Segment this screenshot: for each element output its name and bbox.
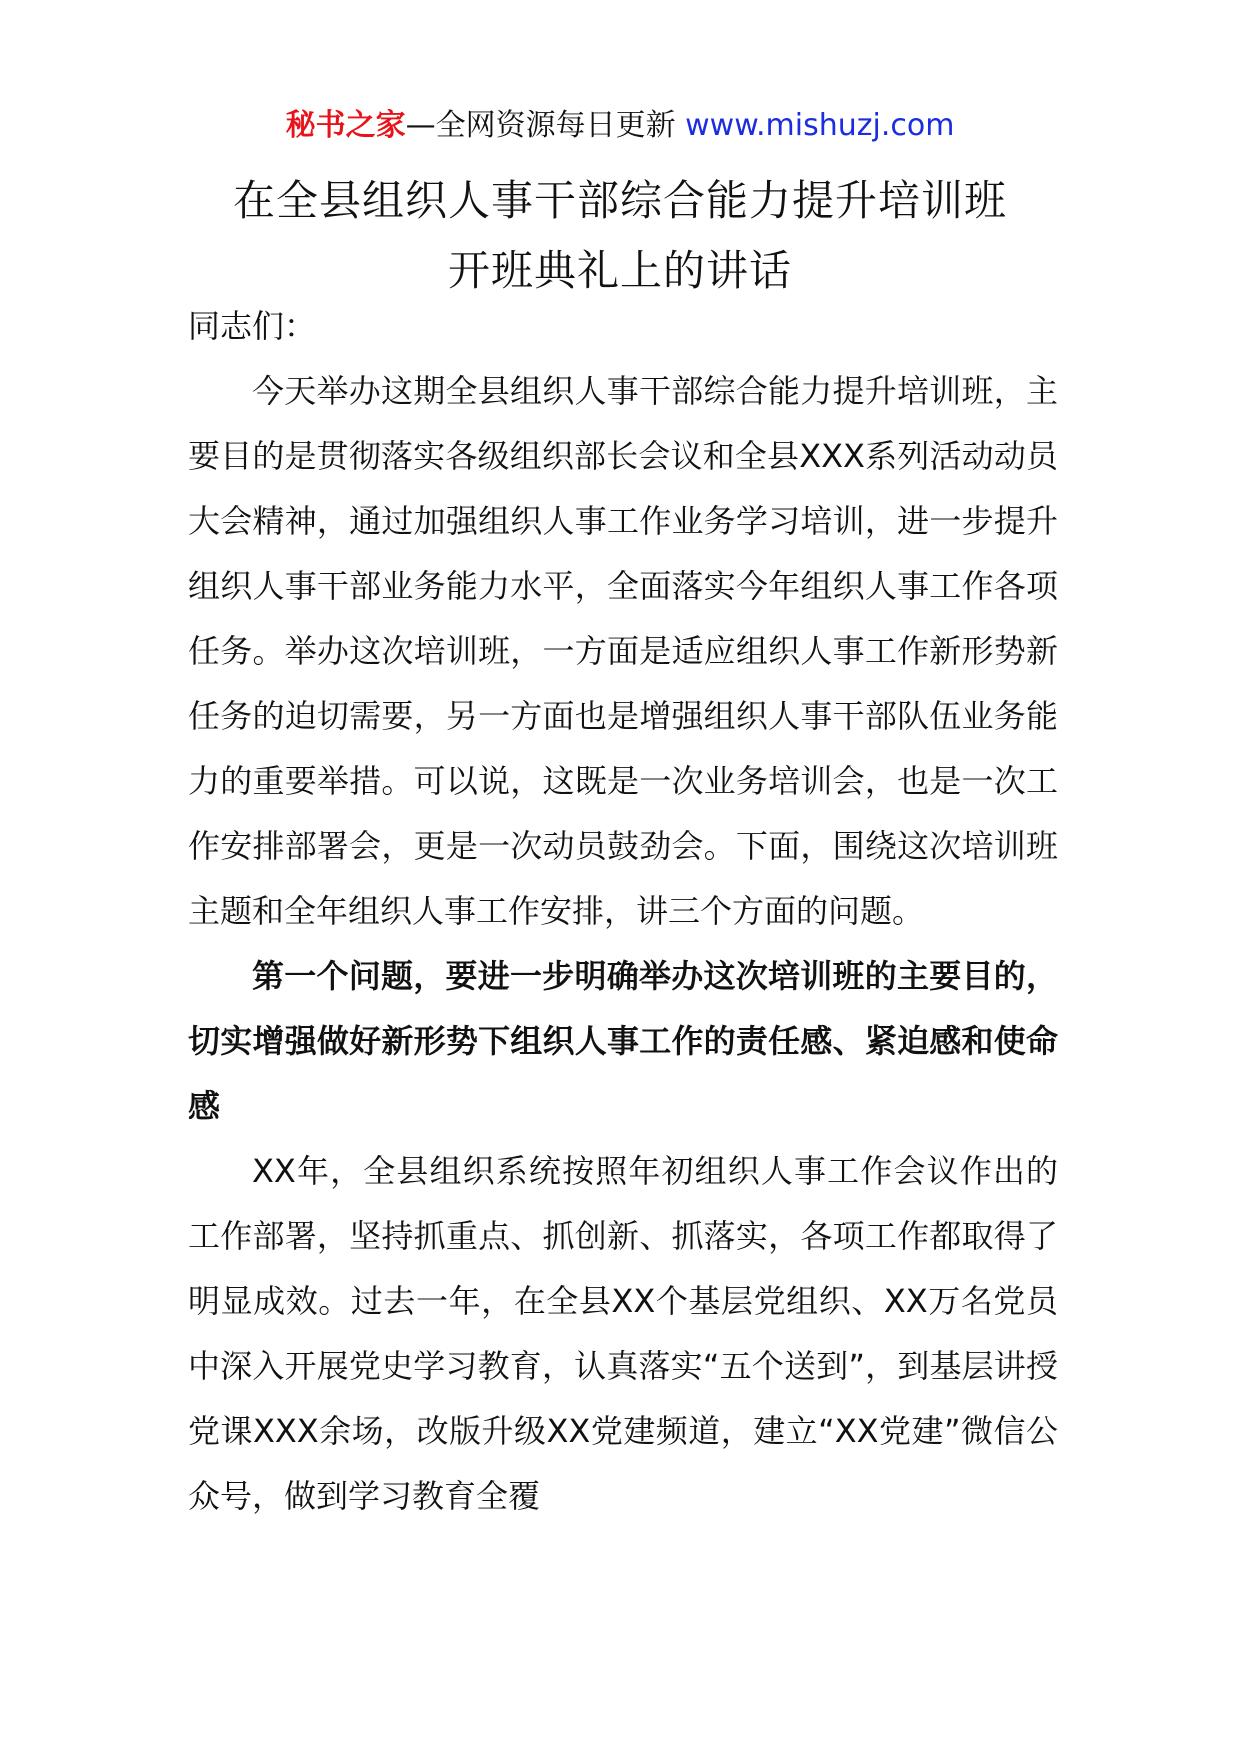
header-tagline: —全网资源每日更新 xyxy=(405,108,686,143)
brand-name: 秘书之家 xyxy=(285,108,406,143)
body-paragraph-2: XX年，全县组织系统按照年初组织人事工作会议作出的工作部署，坚持抓重点、抓创新、抓落实，各项工作都取得了明显成效。过去一年，在全县XX个基层党组织、XX万名党员中深入开展党史学习教育，认真落实“五个送到”，到基层讲授党课XXX余场，改版升级XX党建频道，建立“XX党建”微信公众号，做到学习教育全覆 xyxy=(188,1152,1058,1515)
title-line-2: 开班典礼上的讲话 xyxy=(447,246,792,295)
salutation: 同志们： xyxy=(188,307,317,345)
document-body xyxy=(188,294,1058,1529)
title-line-1: 在全县组织人事干部综合能力提升培训班 xyxy=(232,176,1007,225)
site-header xyxy=(0,104,1240,148)
body-paragraph-1: 今天举办这期全县组织人事干部综合能力提升培训班，主要目的是贯彻落实各级组织部长会议和全县XXX系列活动动员大会精神，通过加强组织人事工作业务学习培训，进一步提升组织人事干部业务能力水平，全面落实今年组织人事工作各项任务。举办这次培训班，一方面是适应组织人事工作新形势新任务的迫切需要，另一方面也是增强组织人事干部队伍业务能力的重要举措。可以说，这既是一次业务培训会，也是一次工作安排部署会，更是一次动员鼓劲会。下面，围绕这次培训班主题和全年组织人事工作安排，讲三个方面的问题。 xyxy=(188,372,1058,930)
section-heading-1: 第一个问题，要进一步明确举办这次培训班的主要目的，切实增强做好新形势下组织人事工作的责任感、紧迫感和使命感 xyxy=(188,957,1058,1125)
site-url-link[interactable]: www.mishuzj.com xyxy=(685,108,955,143)
document-title xyxy=(150,166,1090,306)
